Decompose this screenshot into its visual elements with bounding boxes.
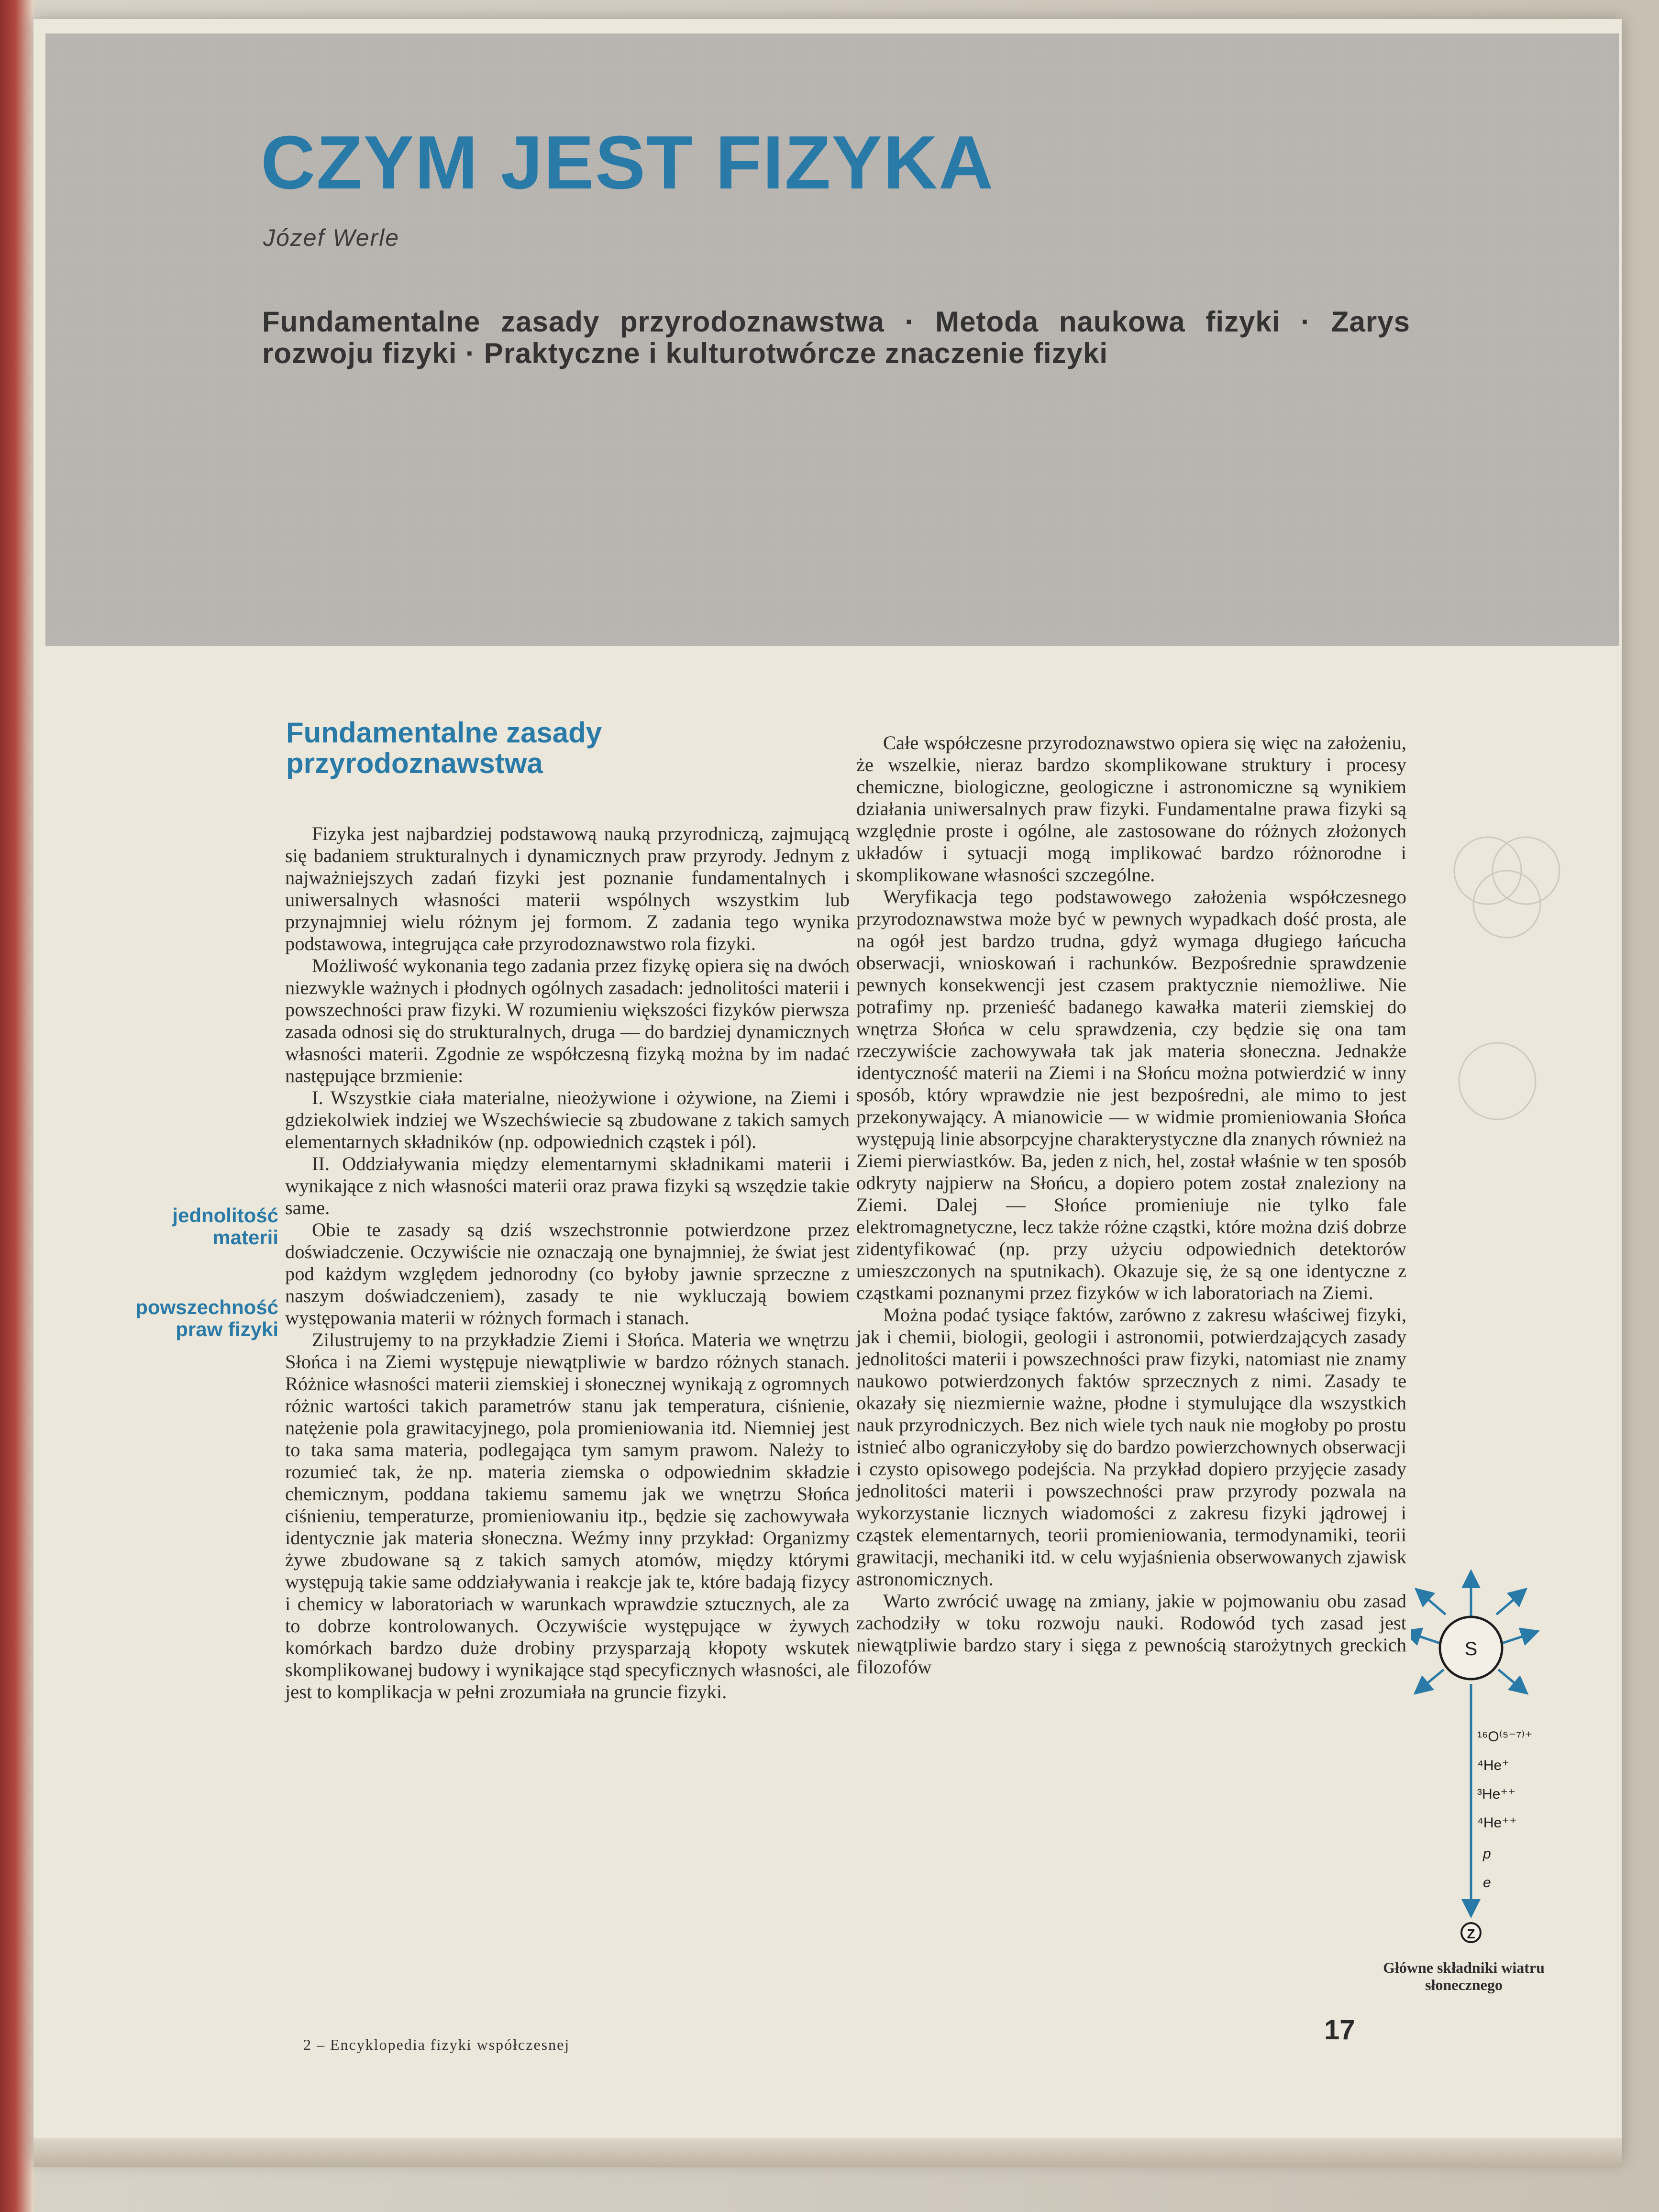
section-heading: Fundamentalne zasady przyrodoznawstwa xyxy=(286,717,602,779)
right-text-column xyxy=(856,732,1406,1678)
book-spine xyxy=(0,0,33,2212)
paragraph: Weryfikacja tego podstawowego założenia współczesnego przyrodoznawstwa może być w pewnych wypadkach dość prosta, ale na ogół jest bardzo trudna, gdyż wymaga długiego łańcucha obserwacji, wnioskowań i rachunków. Bezpośrednie sprawdzenie pewnych konsekwencji jest czasem praktycznie niemożliwe. Nie potrafimy np. przenieść badanego kawałka materii ziemskiej do wnętrza Słońca w celu sprawdzenia, czy będzie się ona tam rzeczywiście zachowywała tak jak materia słoneczna. Jednakże identyczność materii na Ziemi i na Słońcu można potwierdzić w inny sposób, który wprawdzie nie jest bezpośredni, ale mimo to jest przekonywający. A mianowicie — w widmie promieniowania Słońca występują linie absorpcyjne charakterystyczne dla znanych również na Ziemi pierwiastków. Ba, jeden z nich, hel, został właśnie w ten sposób odkryty najpierw na Słońcu, a dopiero potem został znaleziony na Ziemi. Dalej — Słońce promieniuje nie tylko fale elektromagnetyczne, lecz także różne cząstki, które można dziś dobrze zidentyfikować (np. przy użyciu odpowiednich detektorów umieszczonych na sputnikach). Okazuje się, że są one identyczne z cząstkami poznanymi przez fizyków w ich laboratoriach na Ziemi. xyxy=(856,886,1406,1304)
paragraph: Fizyka jest najbardziej podstawową nauką przyrodniczą, zajmującą się badaniem strukturalnych i dynamicznych praw przyrody. Jednym z najważniejszych zadań fizyki jest poznanie fundamentalnych i uniwersalnych własności materii wspólnych wszystkim lub przynajmniej wielu różnym jej formom. Z zadania tego wynika podstawowa, integrująca całe przyrodoznawstwo rola fizyki. xyxy=(285,823,850,954)
particle-label: ¹⁶O⁽⁵⁻⁷⁾⁺ xyxy=(1477,1729,1533,1745)
article-title: CZYM JEST FIZYKA xyxy=(261,121,995,205)
paragraph: Całe współczesne przyrodoznawstwo opiera się więc na założeniu, że wszelkie, nieraz bardzo skomplikowane struktury i procesy chemiczne, biologiczne, geologiczne i astronomiczne są wynikiem działania uniwersalnych praw fizyki. Fundamentalne prawa fizyki są względnie proste i ogólne, ale zastosowane do różnych złożonych układów i sytuacji mogą implikować bardzo różnorodne i skomplikowane własności szczególne. xyxy=(856,732,1406,885)
left-text-column xyxy=(285,823,850,1703)
paragraph: I. Wszystkie ciała materialne, nieożywione i ożywione, na Ziemi i gdziekolwiek indziej we Wszechświecie są zbudowane z takich samych elementarnych składników (np. odpowiednich cząstek i pól). xyxy=(285,1087,850,1152)
paragraph: Można podać tysiące faktów, zarówno z zakresu właściwej fizyki, jak i chemii, biologii, geologii i astronomii, potwierdzających zasady jednolitości materii i powszechności praw fizyki, natomiast nie znamy naukowo potwierdzonych faktów sprzecznych z nimi. Zasady te okazały się niezmiernie ważne, płodne i stymulujące dla wszystkich nauk przyrodniczych. Bez nich wiele tych nauk nie mogłoby po prostu istnieć albo ograniczyłoby się do bardzo powierzchownych obserwacji i czysto opisowego podejścia. Na przykład dopiero przyjęcie zasady jednolitości materii i powszechności praw przyrody pozwala na wykorzystanie licznych wiadomości z zakresu fizyki jądrowej i cząstek elementarnych, teorii promieniowania, termodynamiki, teorii grawitacji, mechaniki itd. w celu wyjaśnienia obserwowanych zjawisk astronomicznych. xyxy=(856,1304,1406,1590)
margin-note-uniformity: jednolitość materii xyxy=(172,1204,278,1249)
footer-source: 2 – Encyklopedia fizyki współczesnej xyxy=(303,2036,570,2053)
paragraph: Warto zwrócić uwagę na zmiany, jakie w pojmowaniu obu zasad zachodziły w toku rozwoju nauki. Rodowód tych zasad jest niewątpliwie bardzo stary i sięga z pewnością starożytnych greckich filozofów xyxy=(856,1590,1406,1678)
particle-label: ⁴He⁺⁺ xyxy=(1477,1815,1517,1831)
page-number: 17 xyxy=(1324,2014,1355,2046)
paragraph: Możliwość wykonania tego zadania przez fizykę opiera się na dwóch niezwykle ważnych i płodnych ogólnych zasadach: jednolitości materii i powszechności praw fizyki. W rozumieniu większości fizyków pierwsza zasada odnosi się do strukturalnych, druga — do bardziej dynamicznych własności materii. Zgodnie ze współczesną fizyką można by im nadać następujące brzmienie: xyxy=(285,955,850,1086)
paragraph: Zilustrujemy to na przykładzie Ziemi i Słońca. Materia we wnętrzu Słońca i na Ziemi występuje niewątpliwie w bardzo różnych stanach. Różnice własności materii ziemskiej i słonecznej wynikają z ogromnych różnic wartości takich parametrów stanu jak temperatura, ciśnienie, natężenie pola grawitacyjnego, pola promieniowania itd. Niemniej jest to taka sama materia, podlegająca tym samym prawom. Należy to rozumieć tak, że np. materia ziemska o odpowiednim składzie chemicznym, poddana takiemu samemu jak we wnętrzu Słońca ciśnieniu, temperaturze, promieniowaniu itp., będzie się zachowywała identycznie jak materia słoneczna. Weźmy inny przykład: Organizmy żywe zbudowane są z takich samych atomów, między którymi występują takie same oddziaływania i reakcje jak te, które badają fizycy i chemicy w laboratoriach w warunkach wprawdzie sztucznych, ale za to dobrze kontrolowanych. Oczywiście występujące w żywych komórkach bardzo duże drobiny przysparzają kłopoty wskutek skomplikowanej budowy i wynikające stąd specyficznych własności, ale jest to komplikacja w pełni zrozumiała na gruncie fizyki. xyxy=(285,1329,850,1703)
article-subtitle: Fundamentalne zasady przyrodoznawstwa · Metoda naukowa fizyki · Zarys rozwoju fizyki · Praktyczne i kulturotwórcze znaczenie fizyki xyxy=(262,306,1410,369)
showthrough-circles xyxy=(1445,813,1579,1148)
margin-note-universality: powszechność praw fizyki xyxy=(135,1296,278,1340)
particle-label: ⁴He⁺ xyxy=(1477,1758,1510,1773)
particle-label: e xyxy=(1483,1875,1491,1891)
paragraph: II. Oddziaływania między elementarnymi składnikami materii i wynikające z nich własności materii oraz prawa fizyki są wszędzie takie same. xyxy=(285,1153,850,1218)
sun-label: S xyxy=(1464,1638,1478,1659)
particle-label: p xyxy=(1483,1846,1491,1862)
earth-label: Z xyxy=(1467,1926,1475,1941)
figure-caption: Główne składniki wiatru słonecznego xyxy=(1383,1959,1545,1993)
page-edge xyxy=(33,2138,1622,2167)
paragraph: Obie te zasady są dziś wszechstronnie potwierdzone przez doświadczenie. Oczywiście nie oznaczają one bynajmniej, że świat jest pod każdym względem jednorodny (co byłoby jawnie sprzeczne z naszym doświadczeniem), zasady te nie wykluczają bowiem występowania materii w różnych formach i stanach. xyxy=(285,1219,850,1328)
solar-wind-diagram xyxy=(1411,1564,1569,1961)
particle-label: ³He⁺⁺ xyxy=(1477,1786,1516,1802)
article-author: Józef Werle xyxy=(263,224,400,251)
